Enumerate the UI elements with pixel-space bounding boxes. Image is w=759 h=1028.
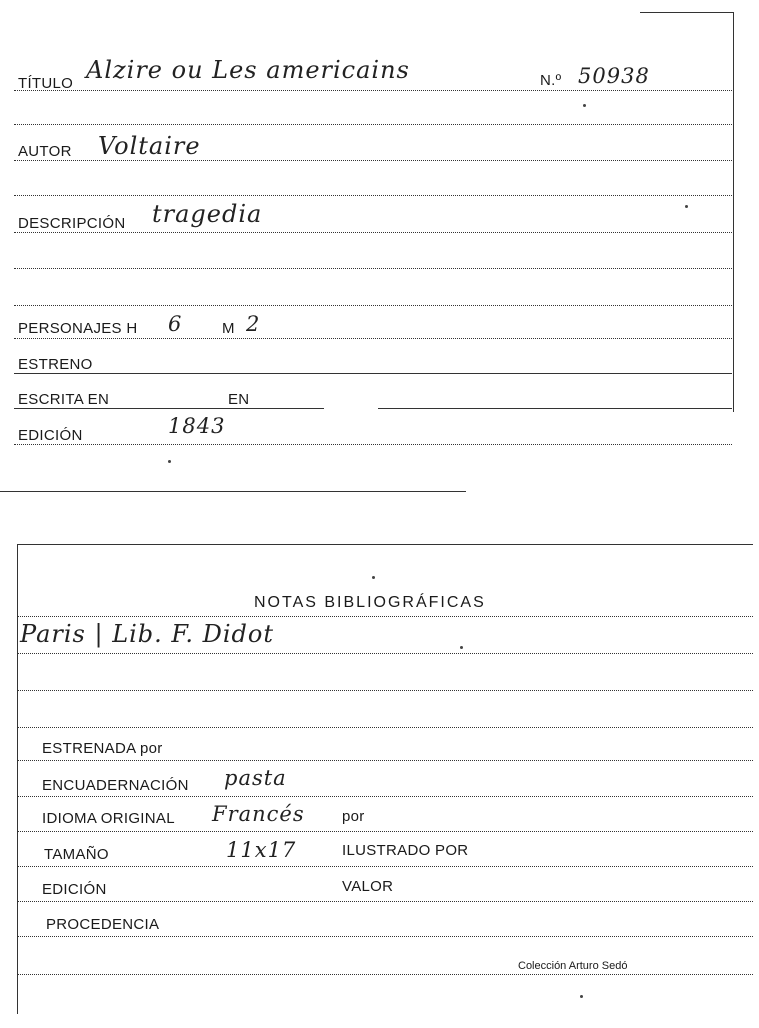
escrita-rule-left bbox=[14, 408, 324, 409]
titulo-label: TÍTULO bbox=[18, 75, 74, 92]
card-top-top-border bbox=[640, 12, 734, 13]
encuadernacion-rule bbox=[17, 796, 753, 797]
notes-rule-1 bbox=[17, 653, 753, 654]
speck bbox=[168, 460, 171, 463]
speck bbox=[685, 205, 688, 208]
valor-label: VALOR bbox=[342, 878, 394, 895]
blank-rule-4 bbox=[14, 305, 732, 306]
estrenada-label: ESTRENADA por bbox=[42, 740, 163, 757]
por-label: por bbox=[342, 808, 365, 825]
card-top-bottom-edge bbox=[0, 491, 466, 492]
tamano-label: TAMAÑO bbox=[44, 846, 109, 863]
card-top-right-border bbox=[733, 12, 734, 412]
notes-rule-3 bbox=[17, 727, 753, 728]
titulo-rule bbox=[14, 90, 732, 91]
numero-label: N.º bbox=[540, 72, 562, 89]
idioma-rule bbox=[17, 831, 753, 832]
edicion-value: 1843 bbox=[168, 414, 226, 438]
speck bbox=[583, 104, 586, 107]
personajes-h-value: 6 bbox=[168, 312, 183, 336]
speck bbox=[460, 646, 463, 649]
notes-rule-2 bbox=[17, 690, 753, 691]
personajes-label: PERSONAJES H bbox=[18, 320, 138, 337]
speck bbox=[372, 576, 375, 579]
blank-rule-2 bbox=[14, 195, 732, 196]
catalog-card-top bbox=[0, 0, 759, 500]
autor-rule bbox=[14, 160, 732, 161]
estreno-label: ESTRENO bbox=[18, 356, 93, 373]
card-bottom-top-border bbox=[17, 544, 753, 545]
edicion-label-bottom: EDICIÓN bbox=[42, 881, 107, 898]
footer-rule bbox=[17, 974, 753, 975]
estreno-rule bbox=[14, 373, 732, 374]
titulo-value: Alzire ou Les americains bbox=[86, 56, 410, 84]
card-bottom-left-border bbox=[17, 544, 18, 1014]
descripcion-rule bbox=[14, 232, 732, 233]
footer-coleccion: Colección Arturo Sedó bbox=[518, 960, 628, 972]
escrita-en-label: EN bbox=[228, 391, 250, 408]
encuadernacion-label: ENCUADERNACIÓN bbox=[42, 777, 189, 794]
blank-rule-1 bbox=[14, 124, 732, 125]
blank-rule-3 bbox=[14, 268, 732, 269]
autor-value: Voltaire bbox=[98, 132, 201, 160]
notas-heading: NOTAS BIBLIOGRÁFICAS bbox=[254, 594, 486, 611]
ilustrado-label: ILUSTRADO POR bbox=[342, 842, 469, 859]
tamano-rule bbox=[17, 866, 753, 867]
autor-label: AUTOR bbox=[18, 143, 72, 160]
descripcion-value: tragedia bbox=[152, 200, 263, 228]
procedencia-label: PROCEDENCIA bbox=[46, 916, 160, 933]
catalog-card-bottom bbox=[0, 540, 759, 1028]
encuadernacion-value: pasta bbox=[224, 766, 287, 790]
escrita-rule-right bbox=[378, 408, 732, 409]
personajes-rule bbox=[14, 338, 732, 339]
speck bbox=[580, 995, 583, 998]
estrenada-rule bbox=[17, 760, 753, 761]
edicion-rule bbox=[14, 444, 732, 445]
personajes-m-value: 2 bbox=[246, 312, 261, 336]
heading-rule bbox=[17, 616, 753, 617]
tamano-value: 11x17 bbox=[226, 838, 297, 862]
edicion-label: EDICIÓN bbox=[18, 427, 83, 444]
numero-value: 50938 bbox=[578, 64, 650, 88]
idioma-label: IDIOMA ORIGINAL bbox=[42, 810, 175, 827]
edicion-rule-bottom bbox=[17, 901, 753, 902]
procedencia-rule bbox=[17, 936, 753, 937]
notas-value: Paris | Lib. F. Didot bbox=[20, 620, 274, 648]
descripcion-label: DESCRIPCIÓN bbox=[18, 215, 126, 232]
escrita-label: ESCRITA EN bbox=[18, 391, 110, 408]
idioma-value: Francés bbox=[212, 802, 305, 826]
personajes-m-label: M bbox=[222, 320, 235, 337]
